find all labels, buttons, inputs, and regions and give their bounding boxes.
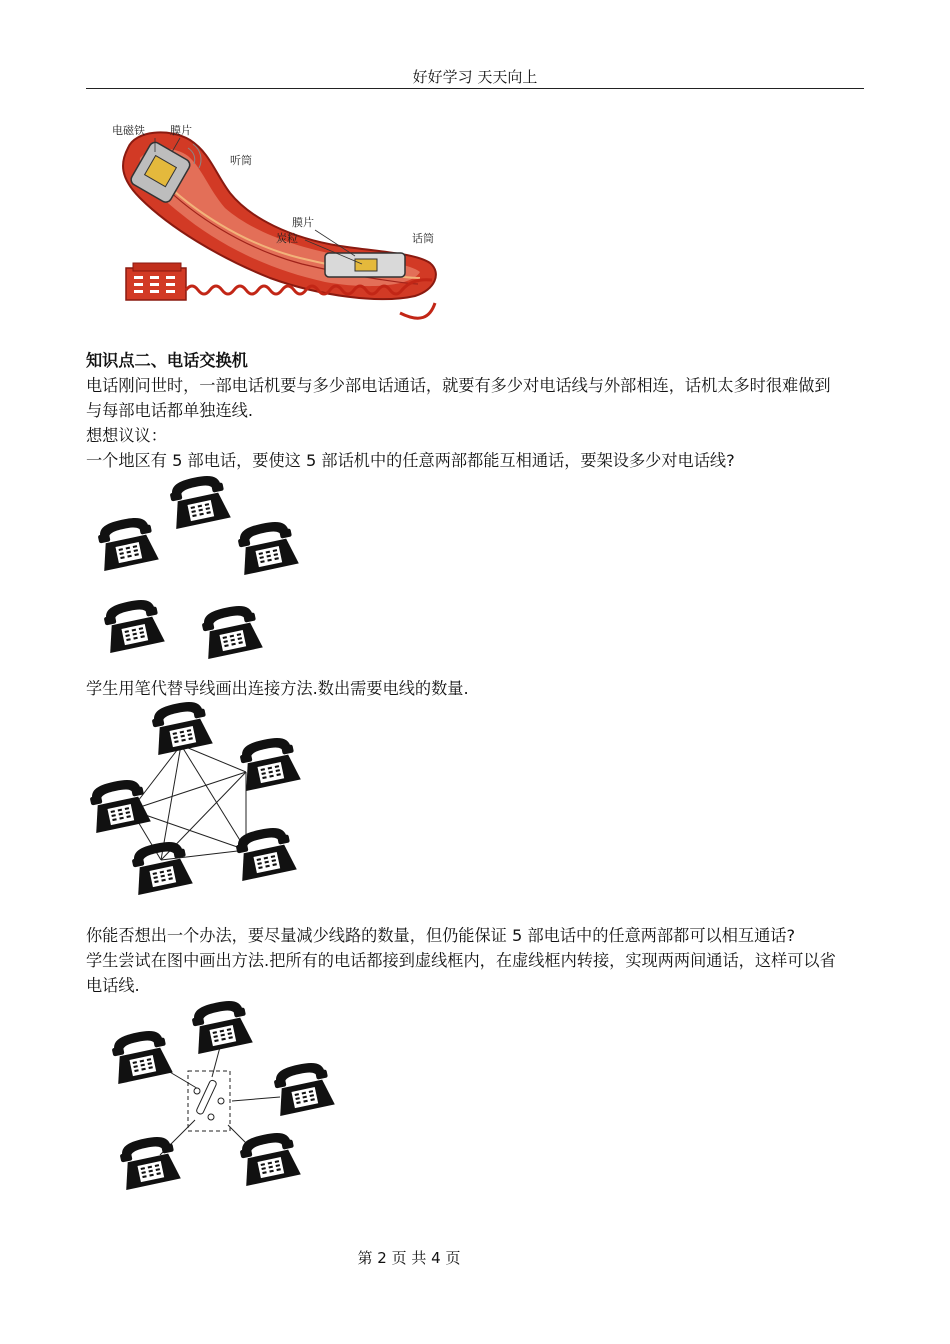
five-phones-figure — [90, 470, 310, 670]
phone-icon — [189, 997, 253, 1054]
instruction-text: 学生用笔代替导线画出连接方法.数出需要电线的数量. — [86, 679, 469, 698]
phone-icon — [233, 824, 297, 881]
label-carbon-granules: 炭粒 — [276, 232, 298, 245]
section-title: 知识点二、电话交换机 — [86, 351, 248, 370]
phone-icon — [117, 1133, 181, 1190]
phone-icon — [149, 698, 213, 755]
phone-icon — [167, 472, 231, 529]
phone-icon — [235, 518, 299, 575]
answer-text: 学生尝试在图中画出方法.把所有的电话都接到虚线框内，在虚线框内转接，实现两两间通话，这样可以省 — [86, 951, 836, 970]
discussion-heading: 想想议议： — [86, 426, 167, 445]
paragraph-line: 电话刚问世时，一部电话机要与多少部电话通话，就要有多少对电话线与外部相连，话机太多时很难做到 — [86, 376, 831, 395]
phone-icon — [199, 602, 263, 659]
phone-icon — [271, 1059, 335, 1116]
phone-icon — [87, 776, 151, 833]
phone-icon — [129, 838, 193, 895]
phone-icon — [101, 596, 165, 653]
mesh-network-figure — [86, 700, 316, 900]
phone-icon — [237, 1129, 301, 1186]
label-diaphragm-bottom: 膜片 — [292, 216, 314, 229]
label-earpiece: 听筒 — [230, 154, 252, 167]
label-electromagnet: 电磁铁 — [112, 124, 145, 137]
phone-icon — [95, 514, 159, 571]
label-diaphragm-top: 膜片 — [170, 124, 192, 137]
question-text: 一个地区有 5 部电话，要使这 5 部话机中的任意两部都能互相通话，要架设多少对电话线? — [86, 451, 735, 470]
page-footer: 第 2 页 共 4 页 — [357, 1249, 461, 1267]
label-mouthpiece: 话筒 — [412, 232, 434, 245]
switchboard-figure — [100, 995, 340, 1200]
phone-icon — [109, 1027, 173, 1084]
question-text: 你能否想出一个办法，要尽量减少线路的数量，但仍能保证 5 部电话中的任意两部都可以相互通话? — [86, 926, 796, 945]
page-header: 好好学习 天天向上 — [86, 66, 864, 89]
handset-diagram — [100, 118, 460, 333]
paragraph-line: 与每部电话都单独连线. — [86, 401, 254, 420]
answer-text: 电话线. — [86, 976, 140, 995]
